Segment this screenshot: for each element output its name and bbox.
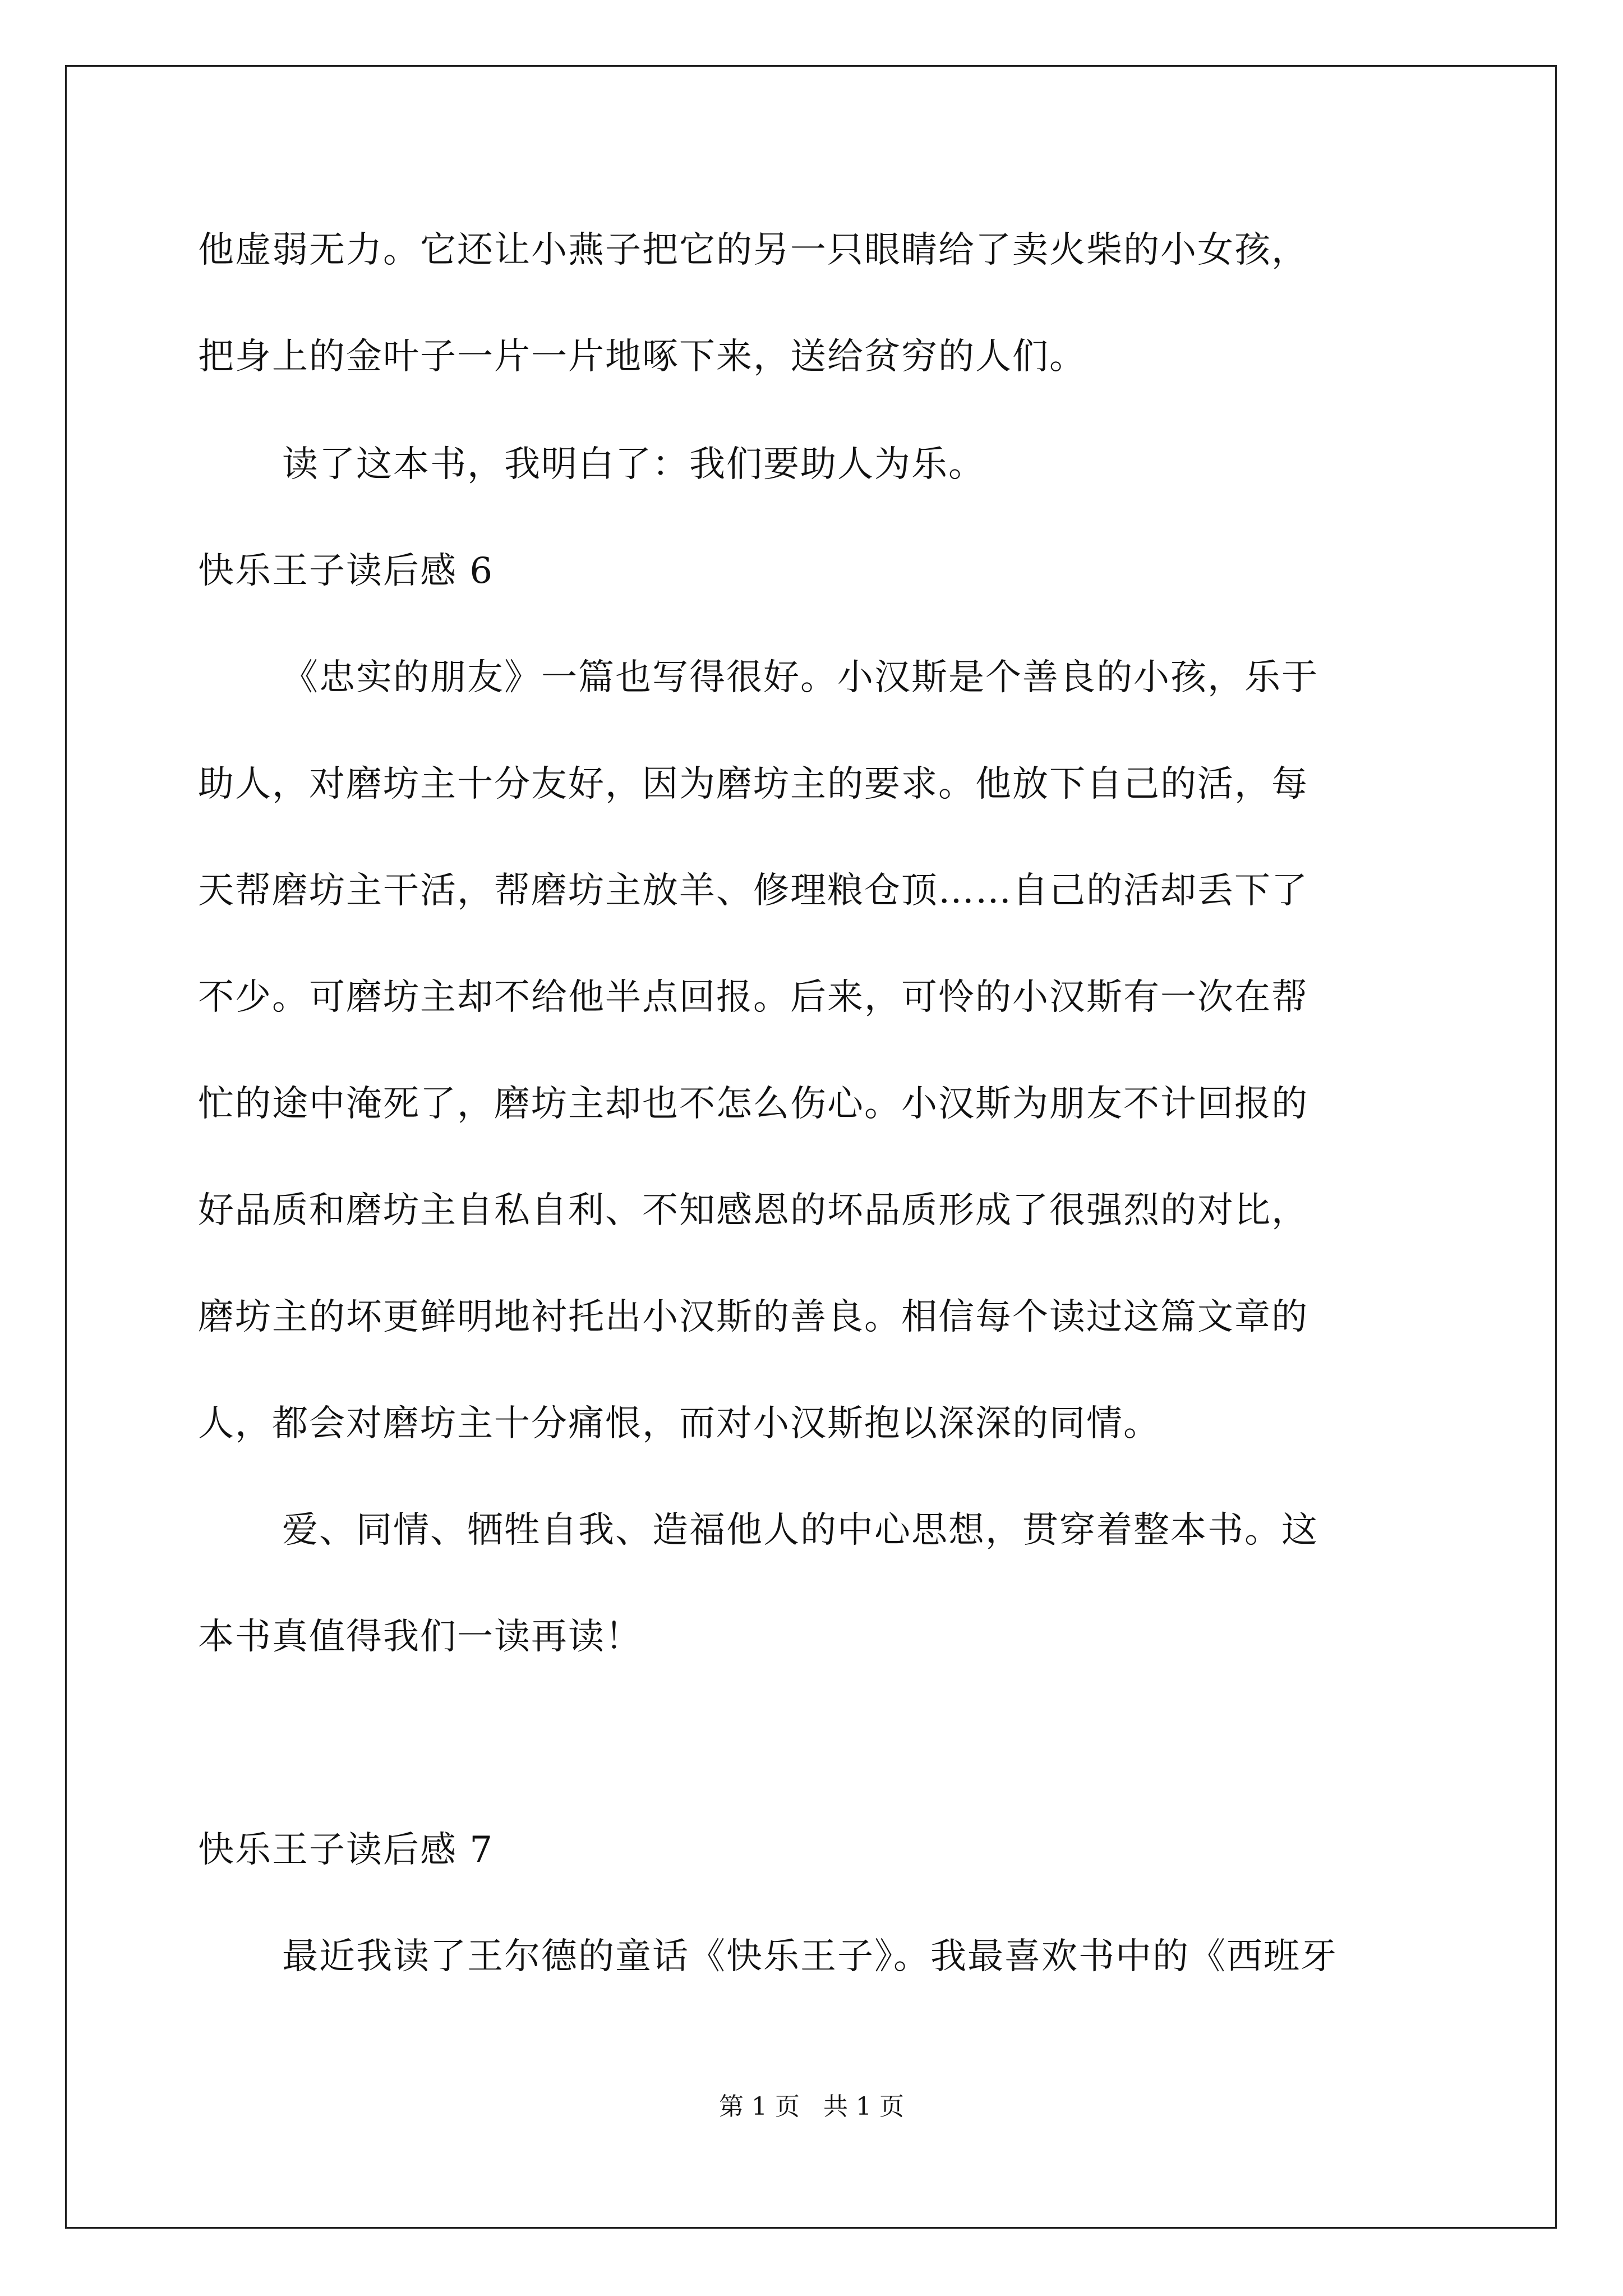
body-line: 他虚弱无力。它还让小燕子把它的另一只眼睛给了卖火柴的小女孩，: [198, 229, 1308, 271]
body-line: 爱、同情、牺牲自我、造福他人的中心思想，贯穿着整本书。这: [282, 1510, 1318, 1551]
body-line: 磨坊主的坏更鲜明地衬托出小汉斯的善良。相信每个读过这篇文章的: [198, 1296, 1308, 1338]
body-line: 忙的途中淹死了，磨坊主却也不怎么伤心。小汉斯为朋友不计回报的: [198, 1083, 1308, 1125]
body-line: 助人，对磨坊主十分友好，因为磨坊主的要求。他放下自己的活，每: [198, 763, 1308, 805]
body-line: 《忠实的朋友》一篇也写得很好。小汉斯是个善良的小孩，乐于: [282, 657, 1318, 698]
body-line: 不少。可磨坊主却不给他半点回报。后来，可怜的小汉斯有一次在帮: [198, 977, 1308, 1018]
body-line: 好品质和磨坊主自私自利、不知感恩的坏品质形成了很强烈的对比，: [198, 1190, 1308, 1231]
section-heading: 快乐王子读后感 6: [198, 550, 494, 592]
page-number-footer: 第 1 页 共 1 页: [719, 2092, 904, 2121]
body-line: 读了这本书，我明白了：我们要助人为乐。: [282, 444, 985, 485]
body-line: 最近我读了王尔德的童话《快乐王子》。我最喜欢书中的《西班牙: [282, 1936, 1338, 1977]
body-line: 人，都会对磨坊主十分痛恨，而对小汉斯抱以深深的同情。: [198, 1403, 1160, 1444]
body-line: 把身上的金叶子一片一片地啄下来，送给贫穷的人们。: [198, 336, 1086, 378]
body-line: 天帮磨坊主干活，帮磨坊主放羊、修理粮仓顶……自己的活却丢下了: [198, 870, 1308, 912]
page-border: [65, 65, 1557, 2229]
body-line: 本书真值得我们一读再读！: [198, 1616, 642, 1658]
section-heading: 快乐王子读后感 7: [198, 1829, 494, 1871]
